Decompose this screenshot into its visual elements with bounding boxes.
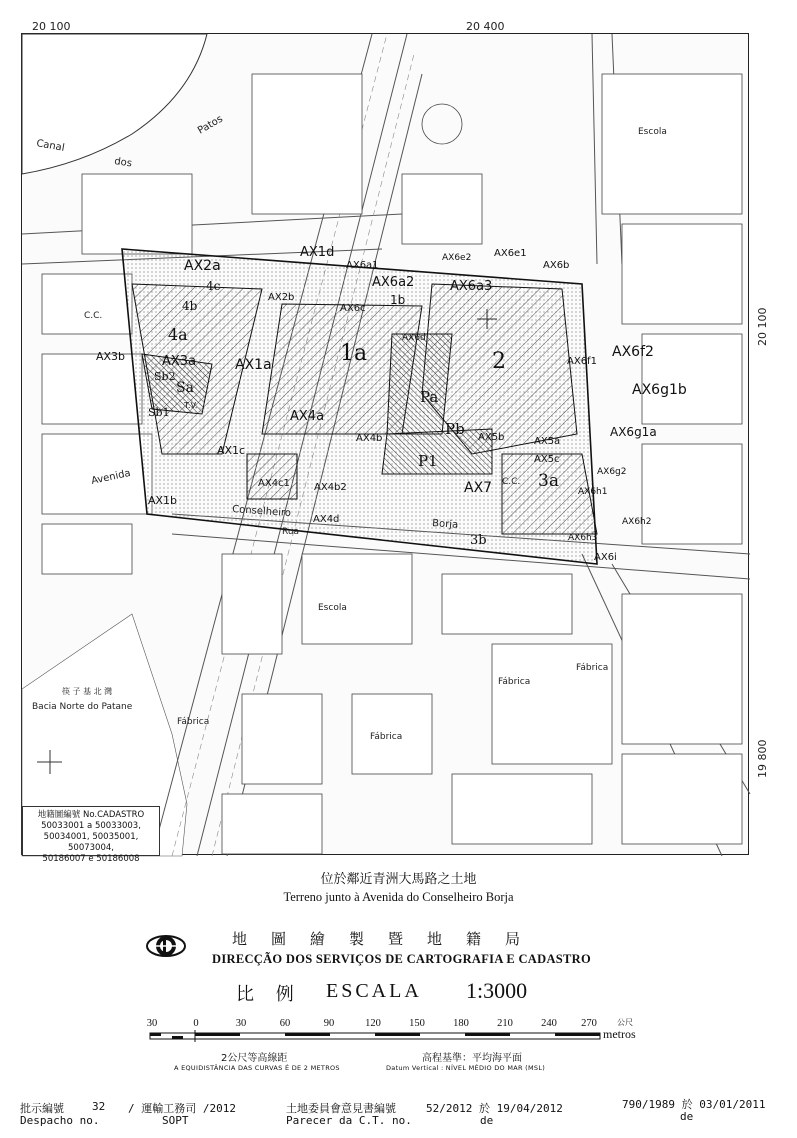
scale-tick: 0: [193, 1018, 199, 1029]
school-label: Escola: [318, 603, 347, 613]
plot-label: AX4c1: [258, 478, 290, 489]
plot-label: Sb1: [148, 406, 170, 419]
plot-label: AX1d: [300, 245, 335, 260]
plot-label: AX5a: [534, 436, 561, 447]
plot-label: AX6d: [402, 333, 426, 343]
cc-label: C.C.: [502, 477, 521, 487]
canal-label: Canal: [35, 138, 66, 154]
coord-top-left: 20 100: [32, 20, 71, 33]
plot-label: AX6c: [340, 303, 366, 314]
datum-note-cn: 高程基準：平均海平面: [422, 1053, 522, 1064]
plot-label: AX5b: [478, 432, 505, 443]
plot-label: AX6g2: [597, 467, 627, 477]
plot-label: AX6g1b: [632, 382, 687, 398]
plot-label: 2: [492, 349, 506, 374]
school-label: Escola: [638, 127, 667, 137]
scale-tick: 30: [235, 1018, 247, 1029]
parcel-pa: [387, 334, 452, 434]
plot-label: AX2a: [184, 258, 221, 274]
plot-label: AX6g1a: [610, 425, 657, 439]
scale-cn: 比 例: [236, 984, 302, 1005]
title-pt: Terreno junto à Avenida do Conselheiro Borja: [283, 890, 514, 904]
agency-pt: DIRECÇÃO DOS SERVIÇOS DE CARTOGRAFIA E CADASTRO: [212, 952, 592, 966]
agency-logo-icon: [146, 928, 186, 964]
water-area: [22, 34, 207, 174]
bacia-cn-label: 筷 子 基 北 灣: [62, 687, 113, 696]
scale-tick: 180: [453, 1018, 469, 1029]
coord-right-upper: 20 100: [756, 307, 769, 346]
plot-label: AX6i: [594, 552, 617, 563]
coord-right-lower: 19 800: [756, 739, 769, 778]
plot-label: AX6a3: [450, 279, 493, 294]
despacho-org: / 運輸工務司 /2012: [128, 1102, 236, 1115]
street-label: Conselheiro: [231, 504, 292, 520]
factory-label: Fábrica: [177, 717, 210, 727]
scale-ratio: 1:3000: [466, 978, 528, 1003]
contour-note-cn: 2公尺等高線距: [221, 1053, 288, 1064]
despacho-number: 32: [92, 1100, 106, 1113]
cc-label: C.C.: [84, 311, 103, 321]
plot-label: Sb2: [154, 370, 176, 383]
plot-label: AX3b: [96, 350, 126, 363]
plot-label: AX3a: [162, 354, 197, 369]
plot-label: AX6h2: [622, 517, 652, 527]
cadastro-box: [22, 806, 160, 864]
plot-label: AX1a: [235, 357, 272, 373]
plot-label: 1a: [340, 341, 368, 366]
plot-label: 1b: [390, 293, 406, 307]
parecer-cn: 土地委員會意見書編號: [286, 1102, 396, 1115]
plot-label: AX4b: [356, 433, 383, 444]
scale-tick: 270: [581, 1018, 597, 1029]
plot-label: 4c: [206, 279, 221, 293]
bacia-pt-label: Bacia Norte do Patane: [32, 702, 133, 712]
scale-tick: 240: [541, 1018, 557, 1029]
unit-cn: 公尺: [617, 1018, 633, 1027]
scale-bar: [150, 1030, 600, 1044]
scale-tick: 150: [409, 1018, 425, 1029]
plot-label: 4a: [168, 325, 188, 344]
contour-note-pt: A EQUIDISTÂNCIA DAS CURVAS É DE 2 METROS: [174, 1064, 340, 1072]
canal-label-2: dos: [113, 156, 133, 170]
plot-label: AX6h3: [568, 533, 598, 543]
plot-label: Pa: [420, 388, 439, 406]
agency-cn: 地圖繪製暨地籍局: [232, 930, 545, 948]
plot-label: AX2b: [268, 292, 295, 303]
factory-label: Fábrica: [370, 732, 403, 742]
plot-label: P1: [418, 452, 438, 470]
plot-label: Sa: [176, 380, 194, 396]
factory-label: Fábrica: [576, 663, 609, 673]
scale-tick: 90: [323, 1018, 335, 1029]
factory-label: Fábrica: [498, 677, 531, 687]
tv-label: T.V.: [184, 401, 198, 410]
plot-label: AX6e2: [442, 253, 472, 263]
de-label: de: [680, 1110, 694, 1123]
datum-note-pt: Datum Vertical : NÍVEL MÉDIO DO MAR (MSL): [386, 1064, 546, 1072]
plot-label: AX6a1: [346, 260, 379, 271]
plot-label: Pb: [445, 420, 465, 438]
cadastral-map: [22, 34, 750, 856]
cadastro-line: 50034001, 50035001, 50073004,: [43, 832, 139, 853]
cadastro-line: 地籍圖編號 No.CADASTRO: [37, 810, 145, 820]
street-label: Avenida: [90, 467, 132, 487]
sopt-label: SOPT: [162, 1114, 189, 1127]
plot-label: 3a: [538, 471, 559, 491]
cadastro-line: 50033001 a 50033003,: [41, 821, 141, 831]
plot-label: AX7: [464, 480, 493, 496]
scale-tick: 210: [497, 1018, 513, 1029]
scale-word: ESCALA: [326, 980, 422, 1002]
plot-label: AX5c: [534, 454, 560, 465]
plot-label: AX4d: [313, 514, 340, 525]
plot-label: AX6e1: [494, 248, 527, 259]
coord-top-center: 20 400: [466, 20, 505, 33]
parecer-number: 52/2012 於 19/04/2012: [426, 1102, 563, 1115]
plot-label: 3b: [470, 533, 487, 548]
map-area[interactable]: [21, 33, 749, 864]
plot-label: AX4b2: [314, 482, 347, 493]
plot-label: AX6h1: [578, 487, 608, 497]
parecer-pt: Parecer da C.T. no.: [286, 1114, 412, 1127]
plot-label: AX4a: [290, 409, 325, 424]
reference-number: 790/1989 於 03/01/2011: [622, 1098, 766, 1111]
cadastro-line: 50186007 e 50186008: [42, 854, 140, 864]
plot-label: AX6f1: [567, 356, 597, 367]
despacho-cn: 批示編號: [20, 1102, 64, 1115]
despacho-pt: Despacho no.: [20, 1114, 100, 1127]
plot-label: AX6b: [543, 260, 570, 271]
scale-tick: 60: [279, 1018, 291, 1029]
plot-label: AX1b: [148, 494, 178, 507]
title-cn: 位於鄰近青洲大馬路之土地: [320, 872, 477, 887]
plot-label: 4b: [182, 299, 198, 313]
street-label: Rua: [282, 527, 300, 537]
plot-label: AX6a2: [372, 275, 415, 290]
canal-label-3: Patos: [196, 113, 225, 137]
unit-pt: metros: [603, 1027, 636, 1041]
street-label: Borja: [431, 518, 459, 531]
plot-label: AX1c: [217, 444, 246, 457]
scale-tick: 30: [146, 1018, 158, 1029]
plot-label: AX6f2: [612, 344, 654, 360]
scale-tick: 120: [365, 1018, 381, 1029]
de-label: de: [480, 1114, 494, 1127]
